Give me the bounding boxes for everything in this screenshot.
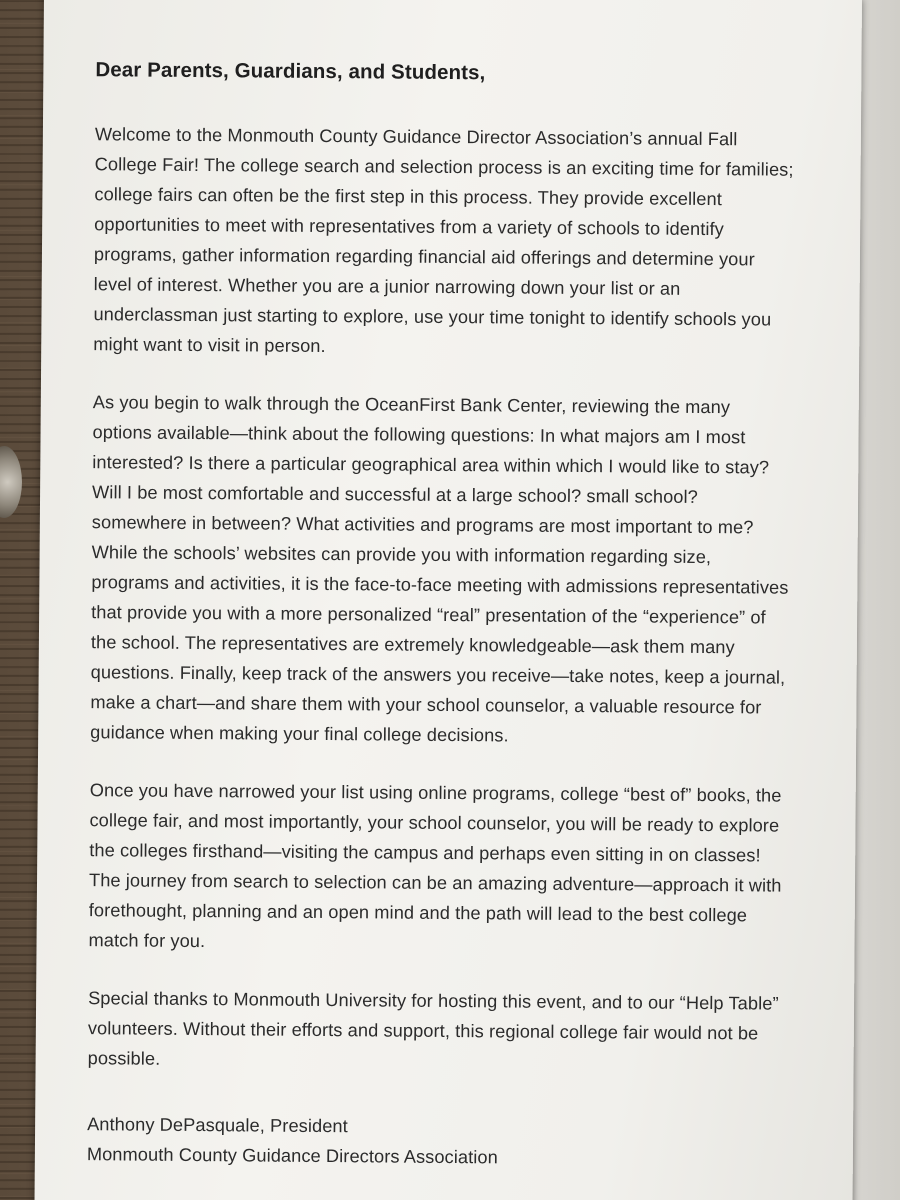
signature-organization: Monmouth County Guidance Directors Association xyxy=(86,1144,498,1168)
table-knot-decoration xyxy=(0,446,22,518)
letter-page xyxy=(34,0,861,1200)
letter-body xyxy=(87,45,796,1174)
signature-name: Anthony DePasquale, President xyxy=(87,1114,348,1137)
paragraph-welcome: Welcome to the Monmouth County Guidance Director Association’s annual Fall College Fair! The college search and selection process is an exciting time for families; college fairs can often be the first step in this process. They provide excellent opportunities to meet with representatives from a variety of schools to identify programs, gather information regarding financial aid offerings and determine your level of interest. Whether you are a junior narrowing down your list or an underclassman just starting to explore, use your time tonight to identify schools you might want to visit in person. xyxy=(93,124,794,357)
paragraph-questions: As you begin to walk through the OceanFirst Bank Center, reviewing the many options available—think about the following questions: In what majors am I most interested? Is there a particular geographical area within which I would like to stay? Will I be most comfortable and successful at a large school? small school? somewhere in between? What activities and programs are most important to me? While the schools’ websites can provide you with information regarding size, programs and activities, it is the face-to-face meeting with admissions representatives that provide you with a more personalized “real” presentation of the “experience” of the school. The representatives are extremely knowledgeable—ask them many questions. Finally, keep track of the answers you receive—take notes, keep a journal, make a chart—and share them with your school counselor, a valuable resource for guidance when making your final college decisions. xyxy=(90,392,789,746)
signature-block xyxy=(87,1109,787,1174)
letter-salutation: Dear Parents, Guardians, and Students, xyxy=(95,58,486,85)
paragraph-thanks: Special thanks to Monmouth University for hosting this event, and to our “Help Table” volunteers. Without their efforts and support, this regional college fair would not be possible. xyxy=(87,988,779,1069)
paragraph-next-steps: Once you have narrowed your list using online programs, college “best of” books, the college fair, and most importantly, your school counselor, you will be ready to explore the colleges firsthand—visiting the campus and perhaps even sitting in on classes! The journey from search to selection can be an amazing adventure—approach it with forethought, planning and an open mind and the path will lead to the best college match for you. xyxy=(88,780,782,952)
